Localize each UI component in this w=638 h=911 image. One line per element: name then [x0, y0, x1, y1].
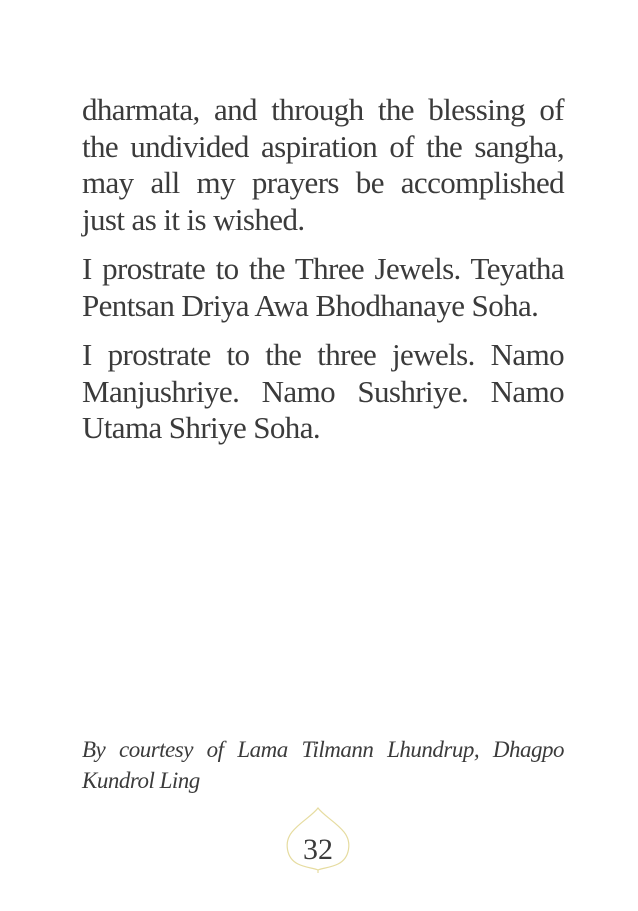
paragraph-prostration-namo: I prostrate to the three jewels. Namo Manjushriye. Namo Sushriye. Namo Utama Shriye Soha. — [82, 337, 564, 445]
paragraph-dedication: dharmata, and through the blessing of the undivided aspiration of the sangha, may all my prayers be accomplished just as it is wished. — [82, 92, 564, 237]
body-text — [82, 92, 564, 460]
paragraph-prostration-three-jewels: I prostrate to the Three Jewels. Teyatha Pentsan Driya Awa Bhodhanaye Soha. — [82, 251, 564, 323]
page-footer — [278, 806, 358, 874]
courtesy-credit: By courtesy of Lama Tilmann Lhundrup, Dhagpo Kundrol Ling — [82, 737, 564, 793]
page-number: 32 — [303, 833, 333, 866]
